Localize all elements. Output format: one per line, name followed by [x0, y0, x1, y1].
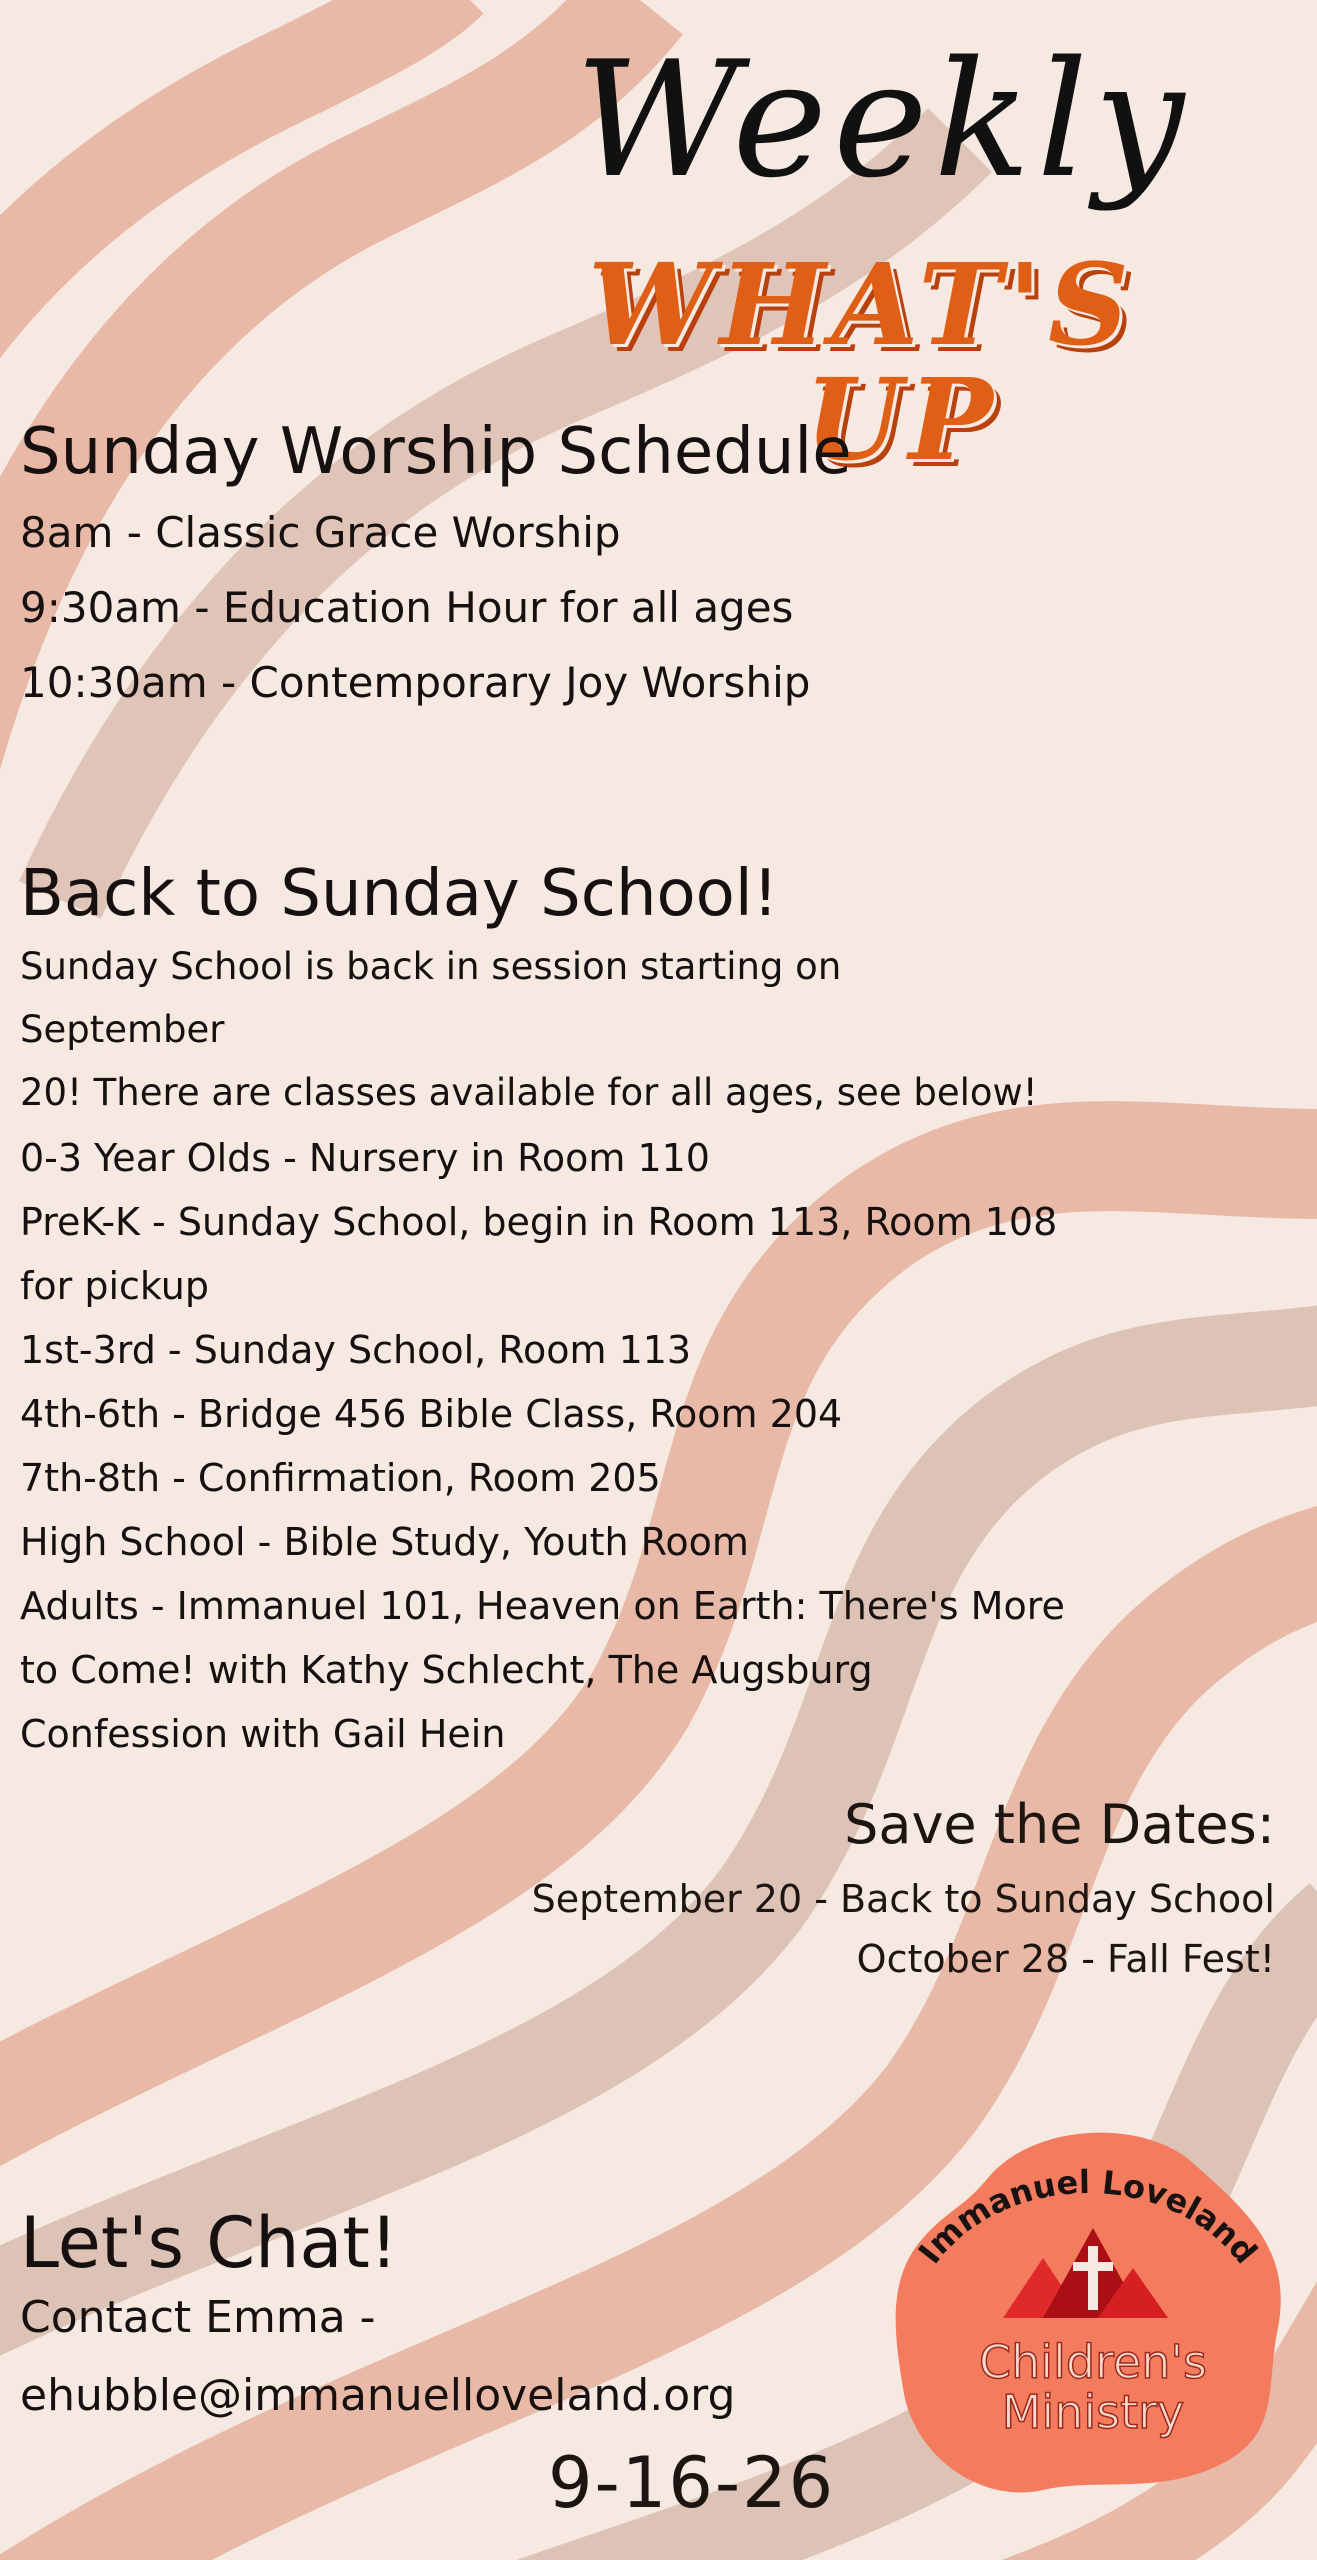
- class-item: Confession with Gail Hein: [20, 1712, 506, 1756]
- class-item: to Come! with Kathy Schlecht, The Augsburg: [20, 1648, 873, 1692]
- worship-item: 10:30am - Contemporary Joy Worship: [20, 658, 811, 707]
- class-item: PreK-K - Sunday School, begin in Room 113, Room 108: [20, 1200, 1058, 1244]
- intro-line: 20! There are classes available for all ages, see below!: [20, 1071, 1038, 1114]
- logo-line1: Children's: [978, 2335, 1208, 2389]
- class-list: [20, 1126, 1070, 1766]
- class-item: for pickup: [20, 1264, 209, 1308]
- save-date-item: September 20 - Back to Sunday School: [531, 1877, 1275, 1921]
- logo-line2: Ministry: [1001, 2385, 1185, 2439]
- intro-line: Sunday School is back in session starting on September: [20, 945, 842, 1051]
- footer-date: 9-16-26: [548, 2442, 836, 2524]
- sunday-school-intro: [20, 935, 1050, 1124]
- class-item: High School - Bible Study, Youth Room: [20, 1520, 749, 1564]
- contact-heading: Let's Chat!: [20, 2202, 398, 2284]
- contact-email-link[interactable]: ehubble@immanuelloveland.org: [20, 2370, 736, 2421]
- script-title-weekly: Weekly: [575, 26, 1191, 213]
- sunday-school-heading: Back to Sunday School!: [20, 857, 779, 931]
- save-date-item: October 28 - Fall Fest!: [856, 1937, 1275, 1981]
- worship-heading: Sunday Worship Schedule: [20, 415, 852, 489]
- logo-arc-text: Immanuel Loveland: [910, 2162, 1265, 2271]
- save-dates-heading: Save the Dates:: [844, 1793, 1275, 1856]
- class-item: 7th-8th - Confirmation, Room 205: [20, 1456, 661, 1500]
- class-item: 0-3 Year Olds - Nursery in Room 110: [20, 1136, 710, 1180]
- class-item: 1st-3rd - Sunday School, Room 113: [20, 1328, 692, 1372]
- worship-item: 9:30am - Education Hour for all ages: [20, 583, 794, 632]
- contact-line: Contact Emma -: [20, 2292, 376, 2343]
- title-whats: WHAT'S: [588, 240, 1135, 371]
- title-up: UP: [805, 355, 999, 486]
- class-item: 4th-6th - Bridge 456 Bible Class, Room 204: [20, 1392, 843, 1436]
- childrens-ministry-logo: [893, 2128, 1288, 2498]
- worship-item: 8am - Classic Grace Worship: [20, 508, 621, 557]
- class-item: Adults - Immanuel 101, Heaven on Earth: There's More: [20, 1584, 1065, 1628]
